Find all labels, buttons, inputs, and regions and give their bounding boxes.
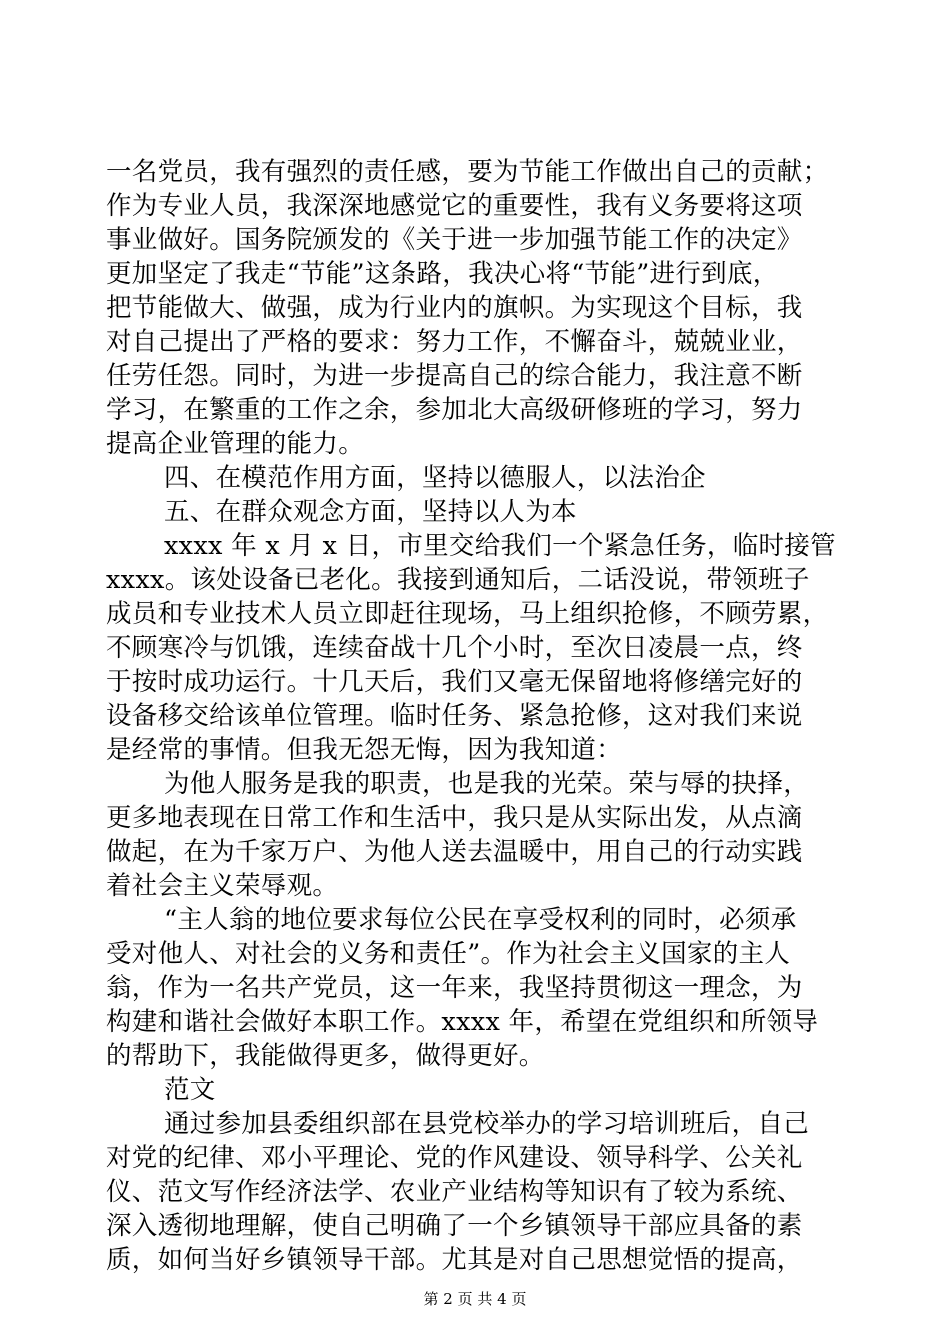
text-line: 构建和谐社会做好本职工作。xxxx 年，希望在党组织和所领导: [106, 1007, 819, 1037]
text-line: 提高企业管理的能力。: [106, 429, 365, 459]
section-heading: 五、在群众观念方面，坚持以人为本: [164, 497, 577, 527]
text-line: 设备移交给该单位管理。临时任务、紧急抢修，这对我们来说: [106, 701, 803, 731]
text-line: 是经常的事情。但我无怨无悔，因为我知道：: [106, 735, 623, 765]
text-line: 对自己提出了严格的要求：努力工作，不懈奋斗，兢兢业业，: [106, 327, 803, 357]
text-line: 事业做好。国务院颁发的《关于进一步加强节能工作的决定》: [106, 225, 803, 255]
text-line: xxxx。该处设备已老化。我接到通知后，二话没说，带领班子: [106, 565, 810, 595]
text-line: 一名党员，我有强烈的责任感，要为节能工作做出自己的贡献；: [106, 157, 829, 187]
text-line: 仪、范文写作经济法学、农业产业结构等知识有了较为系统、: [106, 1177, 803, 1207]
text-line: 把节能做大、做强，成为行业内的旗帜。为实现这个目标，我: [106, 293, 803, 323]
text-line: “主人翁的地位要求每位公民在享受权利的同时，必须承: [164, 905, 797, 935]
text-line: 深入透彻地理解，使自己明确了一个乡镇领导干部应具备的素: [106, 1211, 803, 1241]
text-line: 于按时成功运行。十几天后，我们又毫无保留地将修缮完好的: [106, 667, 803, 697]
page-footer: [0, 1289, 950, 1309]
text-line: 成员和专业技术人员立即赶往现场，马上组织抢修，不顾劳累，: [106, 599, 829, 629]
text-line: 的帮助下，我能做得更多，做得更好。: [106, 1041, 545, 1071]
text-line: xxxx 年 x 月 x 日，市里交给我们一个紧急任务，临时接管: [164, 531, 836, 561]
text-line: 任劳任怨。同时，为进一步提高自己的综合能力，我注意不断: [106, 361, 803, 391]
text-line: 更加坚定了我走“节能”这条路，我决心将“节能”进行到底，: [106, 259, 779, 289]
body-text: [106, 155, 836, 1277]
section-heading: 四、在模范作用方面，坚持以德服人，以法治企: [164, 463, 706, 493]
text-line: 不顾寒冷与饥饿，连续奋战十几个小时，至次日凌晨一点，终: [106, 633, 803, 663]
text-line: 着社会主义荣辱观。: [106, 871, 339, 901]
text-line: 受对他人、对社会的义务和责任”。作为社会主义国家的主人: [106, 939, 791, 969]
text-line: 对党的纪律、邓小平理论、党的作风建设、领导科学、公关礼: [106, 1143, 803, 1173]
text-line: 做起，在为千家万户、为他人送去温暖中，用自己的行动实践: [106, 837, 803, 867]
section-heading: 范文: [164, 1075, 216, 1105]
text-line: 作为专业人员，我深深地感觉它的重要性，我有义务要将这项: [106, 191, 803, 221]
text-line: 学习，在繁重的工作之余，参加北大高级研修班的学习，努力: [106, 395, 803, 425]
text-line: 更多地表现在日常工作和生活中，我只是从实际出发，从点滴: [106, 803, 803, 833]
text-line: 为他人服务是我的职责，也是我的光荣。荣与辱的抉择，: [164, 769, 810, 799]
text-line: 质，如何当好乡镇领导干部。尤其是对自己思想觉悟的提高，: [106, 1245, 803, 1275]
text-line: 通过参加县委组织部在县党校举办的学习培训班后，自己: [164, 1109, 810, 1139]
text-line: 翁，作为一名共产党员，这一年来，我坚持贯彻这一理念，为: [106, 973, 803, 1003]
page-number: 第 2 页 共 4 页: [423, 1290, 527, 1308]
